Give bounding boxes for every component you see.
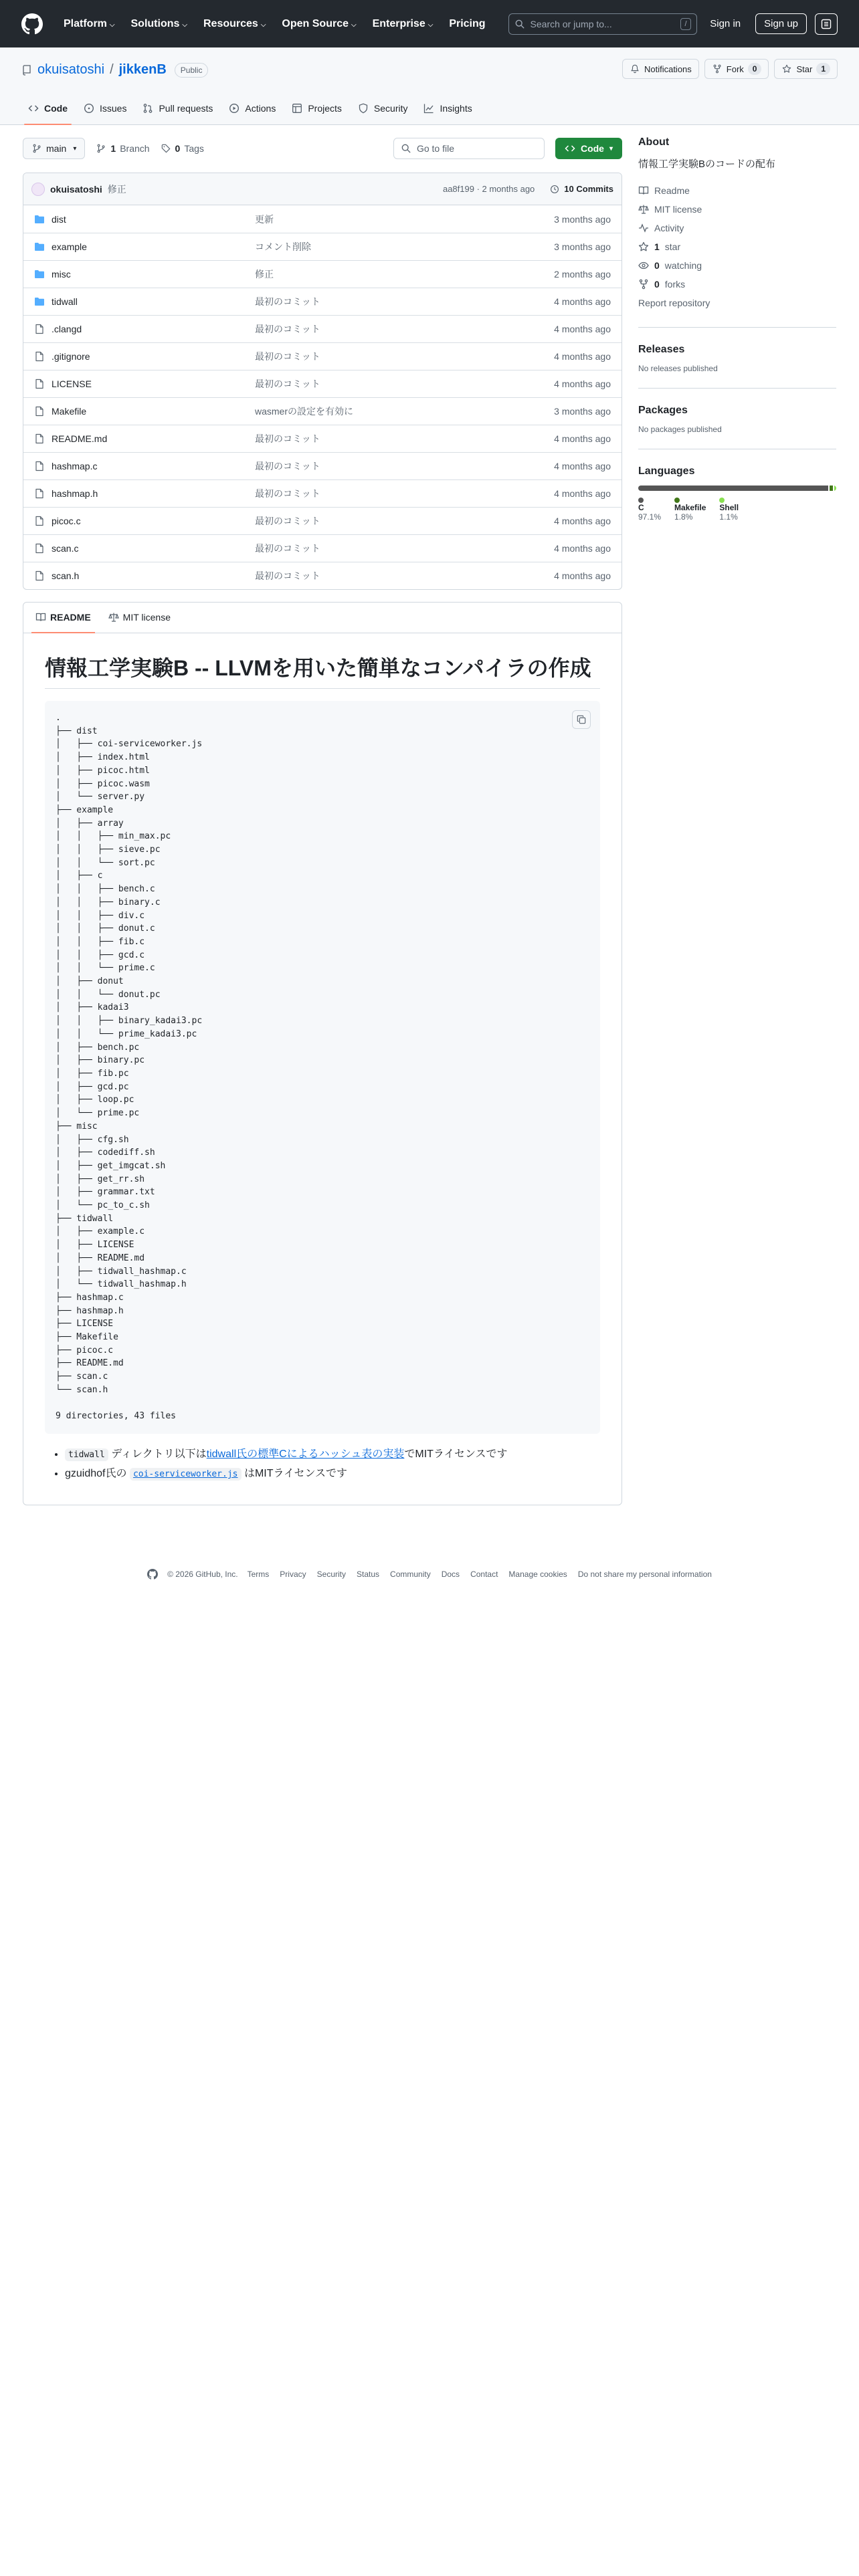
- repo-title: [21, 62, 208, 78]
- avatar[interactable]: [31, 183, 45, 196]
- projects-icon: [292, 103, 302, 114]
- packages-section: [638, 388, 836, 434]
- star-label: Star: [796, 64, 813, 74]
- file-name-link[interactable]: [34, 241, 255, 252]
- tab-label: Issues: [100, 103, 127, 114]
- search-icon: [401, 143, 411, 154]
- nav-solutions[interactable]: [125, 13, 193, 35]
- table-row: [23, 562, 622, 589]
- table-row: [23, 507, 622, 534]
- tab-code[interactable]: [21, 92, 74, 124]
- stars-link[interactable]: [638, 237, 836, 256]
- forks-label: forks: [664, 279, 686, 290]
- commit-message-link[interactable]: 最初のコミット: [255, 543, 320, 554]
- footer-link[interactable]: Terms: [247, 1570, 270, 1579]
- file-list: [23, 205, 622, 589]
- file-name-link[interactable]: [34, 516, 255, 526]
- file-name-link[interactable]: [34, 488, 255, 499]
- notifications-label: Notifications: [644, 64, 692, 74]
- language-bar-segment: [834, 486, 836, 491]
- file-icon: [34, 324, 45, 334]
- footer-link[interactable]: Manage cookies: [508, 1570, 567, 1579]
- tags-link[interactable]: [161, 143, 204, 154]
- commit-message-link[interactable]: 最初のコミット: [255, 461, 320, 471]
- tab-label: Security: [373, 103, 408, 114]
- activity-link[interactable]: [638, 219, 836, 237]
- commit-message-link[interactable]: 最初のコミット: [255, 488, 320, 499]
- file-age: 3 months ago: [554, 406, 611, 417]
- tab-actions[interactable]: [222, 92, 282, 124]
- file-age: 4 months ago: [554, 433, 611, 444]
- repo-sidebar: [638, 136, 836, 522]
- tidwall-hashmap-link[interactable]: tidwall氏の標準Cによるハッシュ表の実装: [206, 1448, 405, 1460]
- file-browser: [23, 173, 622, 590]
- packages-heading[interactable]: Packages: [638, 405, 688, 416]
- inline-code: tidwall: [65, 1448, 108, 1461]
- law-icon: [638, 204, 649, 215]
- file-name-link[interactable]: [34, 214, 255, 225]
- fork-count: 0: [748, 63, 762, 75]
- repo-separator: /: [110, 62, 114, 77]
- file-name: hashmap.h: [52, 488, 98, 499]
- language-dot: [719, 498, 725, 503]
- file-name: picoc.c: [52, 516, 81, 526]
- nav-platform[interactable]: [58, 13, 121, 35]
- stars-label: star: [664, 241, 681, 252]
- file-name: tidwall: [52, 296, 78, 307]
- file-name: README.md: [52, 433, 108, 444]
- file-icon: [34, 543, 45, 554]
- pull-request-icon: [142, 103, 153, 114]
- star-count: 1: [816, 63, 830, 75]
- footer-copyright: © 2026 GitHub, Inc.: [167, 1570, 238, 1579]
- tag-label: Tags: [184, 143, 204, 154]
- repo-icon: [21, 65, 32, 76]
- search-input[interactable]: [531, 19, 676, 29]
- readme-panel: [23, 602, 622, 1505]
- packages-empty: No packages published: [638, 425, 722, 434]
- file-icon: [34, 379, 45, 389]
- go-to-file-input[interactable]: [393, 138, 545, 159]
- fork-icon: [638, 279, 649, 290]
- bell-icon: [630, 64, 640, 74]
- note-text: ディレクトリ以下は: [108, 1448, 207, 1460]
- code-icon: [28, 103, 39, 114]
- tab-readme-label: README: [50, 612, 91, 623]
- license-link-label: MIT license: [654, 204, 702, 215]
- tab-security[interactable]: [351, 92, 415, 124]
- nav-label: Resources: [203, 17, 258, 29]
- readme-notes: [45, 1446, 600, 1483]
- file-name: .gitignore: [52, 351, 90, 362]
- history-icon: [549, 184, 560, 195]
- triangle-down-icon: ▾: [73, 144, 77, 152]
- language-percent: 97.1%: [638, 512, 662, 522]
- releases-heading[interactable]: Releases: [638, 344, 685, 355]
- folder-icon: [34, 296, 45, 307]
- file-name: LICENSE: [52, 379, 92, 389]
- tab-label: Projects: [308, 103, 342, 114]
- commit-message-link[interactable]: wasmerの設定を有効に: [255, 406, 354, 417]
- file-name-link[interactable]: [34, 543, 255, 554]
- language-name: C: [638, 503, 644, 512]
- commit-message-link[interactable]: 最初のコミット: [255, 351, 320, 362]
- file-name: dist: [52, 213, 66, 225]
- branch-icon: [96, 143, 106, 154]
- go-to-file-placeholder: Go to file: [416, 143, 454, 154]
- header-actions: [703, 13, 838, 35]
- about-heading: About: [638, 136, 670, 148]
- file-age: 3 months ago: [554, 213, 611, 225]
- file-age: 4 months ago: [554, 543, 611, 554]
- repo-name-link[interactable]: jikkenB: [118, 62, 167, 77]
- tab-license[interactable]: [102, 602, 177, 633]
- actions-icon: [229, 103, 240, 114]
- note-text: はMITライセンスです: [241, 1467, 348, 1479]
- file-age: 4 months ago: [554, 351, 611, 362]
- stars-count: 1: [654, 241, 660, 252]
- footer-link[interactable]: Contact: [470, 1570, 498, 1579]
- global-nav: [58, 13, 492, 35]
- nav-resources[interactable]: [197, 13, 272, 35]
- repo-tabs: [21, 92, 479, 124]
- footer-link[interactable]: Privacy: [280, 1570, 306, 1579]
- commit-message-link[interactable]: 最初のコミット: [255, 379, 320, 389]
- code-dropdown-button[interactable]: [555, 138, 622, 159]
- issue-icon: [84, 103, 94, 114]
- shield-icon: [358, 103, 369, 114]
- activity-link-label: Activity: [654, 223, 684, 233]
- footer-link[interactable]: Security: [316, 1570, 346, 1579]
- table-row: [23, 452, 622, 479]
- nav-label: Solutions: [130, 17, 180, 29]
- file-age: 4 months ago: [554, 488, 611, 499]
- commit-message-link[interactable]: 最初のコミット: [255, 570, 320, 581]
- repo-header: [0, 47, 859, 125]
- fork-icon: [712, 64, 723, 74]
- tag-icon: [161, 143, 171, 154]
- repo-actions: [622, 59, 838, 79]
- nav-pricing[interactable]: [443, 13, 491, 35]
- forks-link[interactable]: [638, 275, 836, 294]
- branches-link[interactable]: [96, 143, 149, 154]
- commit-message-link[interactable]: 更新: [255, 213, 274, 225]
- file-name-link[interactable]: [34, 379, 255, 389]
- tab-label: Actions: [245, 103, 276, 114]
- file-name-link[interactable]: [34, 570, 255, 581]
- table-row: [23, 397, 622, 425]
- menu-icon[interactable]: [815, 13, 838, 35]
- commit-hash-age[interactable]: aa8f199 · 2 months ago: [442, 184, 535, 194]
- chevron-down-icon: ⌵: [182, 21, 187, 29]
- file-name: scan.h: [52, 570, 80, 581]
- sign-in-link[interactable]: Sign in: [710, 18, 741, 29]
- tab-pull-requests[interactable]: [136, 92, 219, 124]
- file-age: 2 months ago: [554, 269, 611, 280]
- branch-selector[interactable]: [23, 138, 85, 159]
- branch-count: 1: [110, 143, 116, 154]
- file-icon: [34, 570, 45, 581]
- file-name: hashmap.c: [52, 461, 98, 471]
- copy-icon[interactable]: [572, 710, 591, 729]
- commit-message-link[interactable]: 最初のコミット: [255, 516, 320, 526]
- folder-icon: [34, 269, 45, 280]
- star-button[interactable]: [774, 59, 838, 79]
- table-row: [23, 233, 622, 260]
- tab-projects[interactable]: [285, 92, 349, 124]
- nav-label: Pricing: [449, 17, 486, 29]
- chevron-down-icon: ⌵: [109, 21, 115, 29]
- license-link[interactable]: [638, 200, 836, 219]
- list-item: [65, 1446, 600, 1464]
- about-description: 情報工学実験Bのコードの配布: [638, 158, 776, 170]
- github-logo-icon[interactable]: [147, 1569, 158, 1580]
- readme-link-label: Readme: [654, 185, 690, 196]
- footer-link[interactable]: Community: [390, 1570, 431, 1579]
- table-row: [23, 288, 622, 315]
- file-name-link[interactable]: [34, 461, 255, 471]
- commit-message[interactable]: 修正: [107, 183, 126, 195]
- language-bar: [638, 486, 836, 491]
- file-age: 4 months ago: [554, 461, 611, 471]
- tab-label: Code: [44, 103, 68, 114]
- releases-section: [638, 327, 836, 373]
- chevron-down-icon: ⌵: [351, 21, 357, 29]
- commit-message-link[interactable]: 最初のコミット: [255, 433, 320, 444]
- nav-label: Open Source: [282, 17, 349, 29]
- fork-button[interactable]: [704, 59, 769, 79]
- sign-up-button[interactable]: Sign up: [755, 13, 807, 34]
- report-repository-link[interactable]: Report repository: [638, 298, 710, 308]
- code-button-label: Code: [580, 143, 604, 154]
- nav-label: Platform: [64, 17, 107, 29]
- language-list: [638, 498, 836, 522]
- note-text: でMITライセンスです: [404, 1448, 508, 1460]
- chevron-down-icon: ⌵: [427, 21, 434, 29]
- language-dot: [638, 498, 644, 503]
- latest-commit-bar: [23, 173, 622, 205]
- table-row: [23, 534, 622, 562]
- readme-tabs: [23, 603, 622, 633]
- tag-count: 0: [175, 143, 181, 154]
- table-row: [23, 315, 622, 342]
- inline-code: coi-serviceworker.js: [130, 1468, 242, 1481]
- readme-link[interactable]: [638, 181, 836, 200]
- code-icon: [565, 143, 575, 154]
- main-column: [23, 136, 622, 1505]
- language-bar-segment: [638, 486, 828, 491]
- tab-insights[interactable]: [417, 92, 478, 124]
- github-logo-icon[interactable]: [21, 13, 43, 35]
- file-icon: [34, 351, 45, 362]
- notifications-button[interactable]: [622, 59, 699, 79]
- commit-message-link[interactable]: 最初のコミット: [255, 296, 320, 307]
- file-name-link[interactable]: [34, 296, 255, 307]
- folder-icon: [34, 241, 45, 252]
- chevron-down-icon: ⌵: [260, 21, 266, 29]
- footer-link[interactable]: Docs: [441, 1570, 460, 1579]
- table-row: [23, 425, 622, 452]
- file-icon: [34, 488, 45, 499]
- coi-serviceworker-link[interactable]: [130, 1468, 242, 1479]
- folder-icon: [34, 214, 45, 225]
- commit-count: 10 Commits: [564, 184, 613, 194]
- global-search[interactable]: [508, 13, 697, 35]
- file-age: 4 months ago: [554, 379, 611, 389]
- languages-section: [638, 449, 836, 522]
- file-name: misc: [52, 269, 71, 280]
- star-icon: [638, 241, 649, 252]
- language-item[interactable]: [719, 498, 739, 522]
- commits-link[interactable]: [549, 184, 613, 195]
- language-percent: 1.8%: [674, 512, 693, 522]
- file-age: 3 months ago: [554, 241, 611, 252]
- tab-license-label: MIT license: [122, 612, 171, 623]
- language-percent: 1.1%: [719, 512, 738, 522]
- file-name-link[interactable]: [34, 351, 255, 362]
- file-icon: [34, 461, 45, 471]
- watchers-link[interactable]: [638, 256, 836, 275]
- file-age: 4 months ago: [554, 296, 611, 307]
- search-icon: [514, 19, 525, 29]
- table-row: [23, 342, 622, 370]
- file-name: Makefile: [52, 406, 87, 417]
- file-icon: [34, 406, 45, 417]
- branch-name: main: [46, 143, 67, 154]
- footer-links: [248, 1570, 712, 1579]
- note-text: gzuidhof氏の: [65, 1467, 130, 1479]
- directory-tree: . ├── dist │ ├── coi-serviceworker.js │ ├── index.html │ ├── picoc.html │ ├── picoc.wasm │ └── server.py ├── example │ ├── array │ │ ├── min_max.pc │ │ ├── sieve.pc │ │ └── sort.pc │ ├── c │ │ ├── bench.c │ │ ├── binary.c │ │ ├── div.c │ │ ├── donut.c │ │ ├── fib.c │ │ ├── gcd.c │ │ └── prime.c │ ├── donut │ │ └── donut.pc │ ├── kadai3 │ │ ├── binary_kadai3.pc │ │ └── prime_kadai3.pc │ ├── bench.pc │ ├── binary.pc │ ├── fib.pc │ ├── gcd.pc │ ├── loop.pc │ └── prime.pc ├── misc │ ├── cfg.sh │ ├── codediff.sh │ ├── get_imgcat.sh │ ├── get_rr.sh │ ├── grammar.txt │ └── pc_to_c.sh ├── tidwall │ ├── example.c │ ├── LICENSE │ ├── README.md │ ├── tidwall_hashmap.c │ └── tidwall_hashmap.h ├── hashmap.c ├── hashmap.h ├── LICENSE ├── Makefile ├── picoc.c ├── README.md ├── scan.c └── scan.h 9 directories, 43 files: [56, 713, 203, 1422]
- file-name-link[interactable]: [34, 269, 255, 280]
- table-row: [23, 260, 622, 288]
- pulse-icon: [638, 223, 649, 233]
- search-shortcut-hint: /: [680, 18, 690, 30]
- law-icon: [108, 612, 119, 623]
- branch-label: Branch: [120, 143, 150, 154]
- file-age: 4 months ago: [554, 516, 611, 526]
- book-icon: [35, 612, 46, 623]
- book-icon: [638, 185, 649, 196]
- forks-count: 0: [654, 279, 660, 290]
- tab-readme[interactable]: [29, 602, 98, 633]
- file-age: 4 months ago: [554, 324, 611, 334]
- file-name: example: [52, 241, 87, 252]
- language-name: Makefile: [674, 503, 706, 512]
- readme-body: [23, 633, 622, 1505]
- global-header: [0, 0, 859, 47]
- nav-enterprise[interactable]: [367, 13, 440, 35]
- tab-issues[interactable]: [77, 92, 133, 124]
- table-row: [23, 370, 622, 397]
- nav-label: Enterprise: [372, 17, 425, 29]
- language-item[interactable]: [674, 498, 706, 522]
- footer-link[interactable]: Status: [357, 1570, 380, 1579]
- language-bar-segment: [830, 486, 833, 491]
- language-item[interactable]: [638, 498, 661, 522]
- readme-title: 情報工学実験B -- LLVMを用いた簡単なコンパイラの作成: [45, 655, 600, 689]
- tab-label: Pull requests: [159, 103, 213, 114]
- file-age: 4 months ago: [554, 570, 611, 581]
- watching-count: 0: [654, 260, 660, 271]
- file-name: .clangd: [52, 324, 82, 334]
- repo-owner-link[interactable]: okuisatoshi: [37, 62, 105, 77]
- file-name-link[interactable]: [34, 433, 255, 444]
- list-item: [65, 1465, 600, 1483]
- releases-empty: No releases published: [638, 364, 718, 373]
- file-icon: [34, 516, 45, 526]
- commit-message-link[interactable]: 修正: [255, 269, 274, 280]
- language-dot: [674, 498, 680, 503]
- eye-icon: [638, 260, 649, 271]
- nav-open-source[interactable]: [276, 13, 362, 35]
- page-footer: [0, 1569, 859, 1580]
- file-name-link[interactable]: [34, 324, 255, 334]
- visibility-badge: Public: [175, 63, 209, 78]
- language-name: Shell: [719, 503, 739, 512]
- file-name-link[interactable]: [34, 406, 255, 417]
- footer-link[interactable]: Do not share my personal information: [577, 1570, 712, 1579]
- commit-author[interactable]: okuisatoshi: [50, 183, 102, 195]
- star-icon: [781, 64, 792, 74]
- fork-label: Fork: [726, 64, 744, 74]
- triangle-down-icon: ▾: [609, 144, 613, 152]
- watching-label: watching: [664, 260, 702, 271]
- tree-code-block: [45, 701, 600, 1434]
- languages-heading: Languages: [638, 465, 695, 477]
- table-row: [23, 205, 622, 233]
- file-icon: [34, 433, 45, 444]
- file-toolbar: [23, 136, 622, 160]
- file-name: scan.c: [52, 543, 79, 554]
- tab-label: Insights: [440, 103, 472, 114]
- commit-message-link[interactable]: コメント削除: [255, 241, 311, 252]
- branch-icon: [31, 143, 42, 154]
- table-row: [23, 479, 622, 507]
- graph-icon: [423, 103, 434, 114]
- commit-message-link[interactable]: 最初のコミット: [255, 324, 320, 334]
